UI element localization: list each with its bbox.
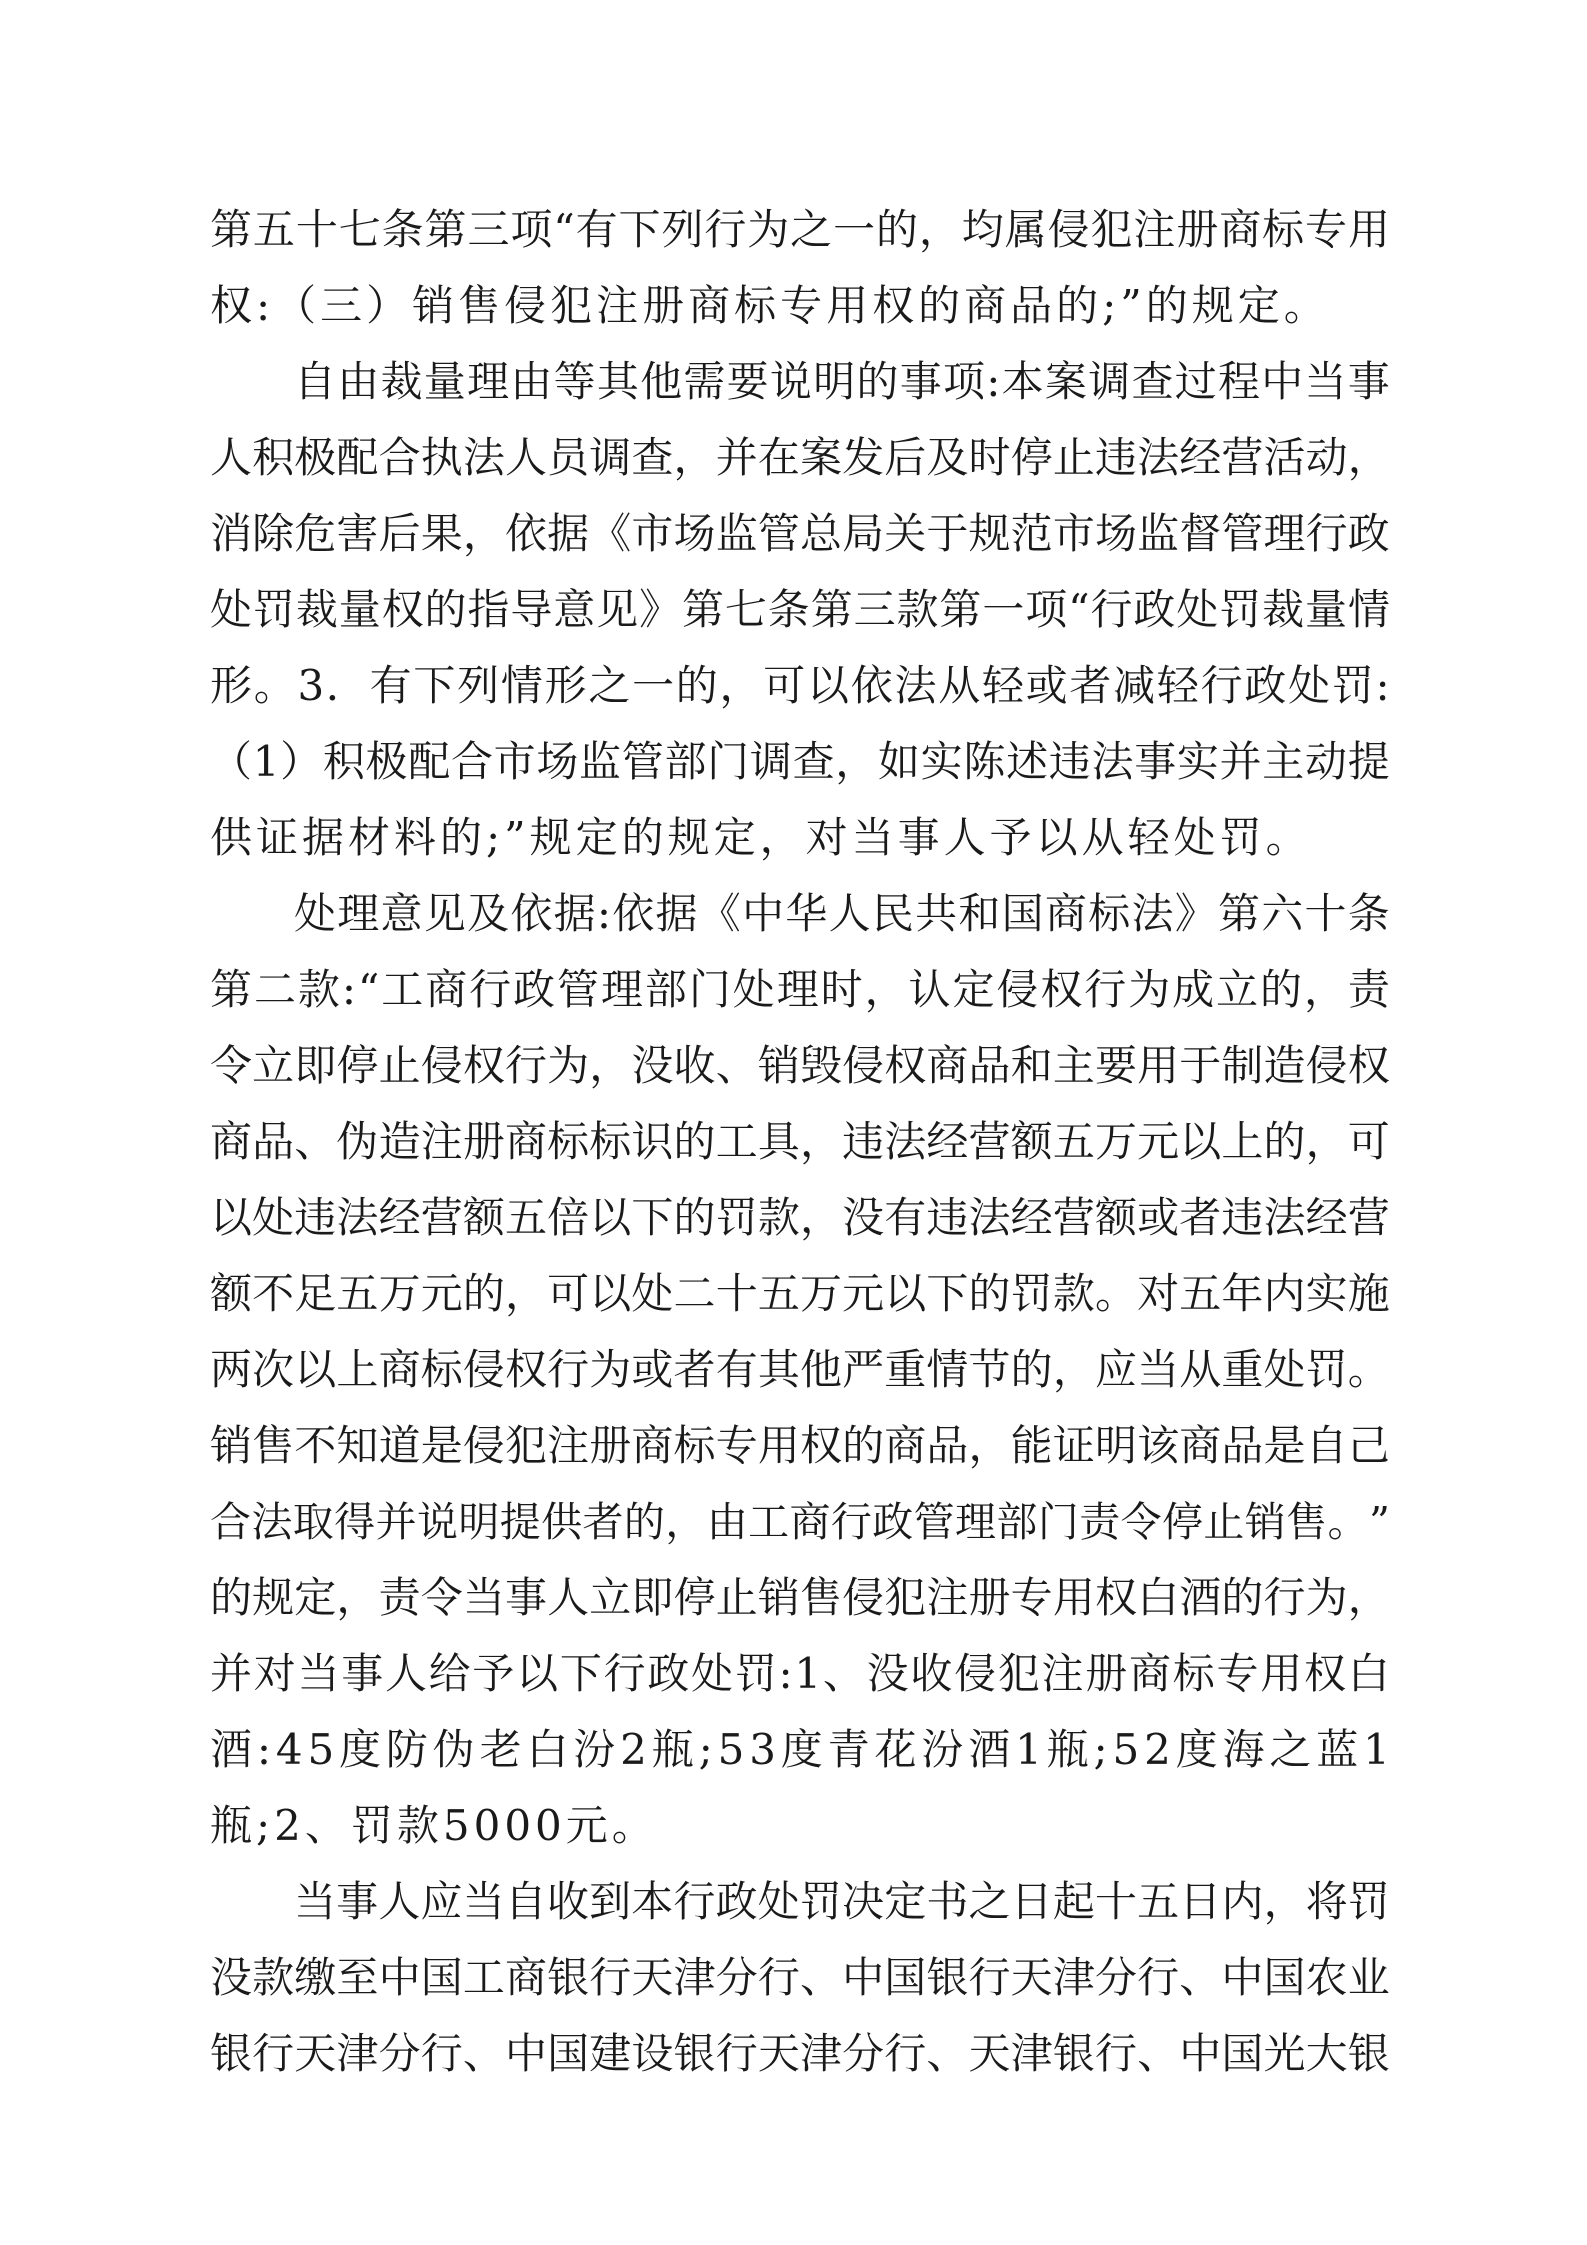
text-line: 商 品 、 伪 造 注 册 商 标 标 识 的 工 具 ， 违 法 经 营 额 五 万 元 以 上 的 ， 可: [210, 1117, 1390, 1166]
text-line: 处 罚 裁 量 权 的 指 导 意 见 》 第 七 条 第 三 款 第 一 项 “ 行 政 处 罚 裁 量 情: [210, 585, 1390, 634]
text-line: 第 五 十 七 条 第 三 项 “ 有 下 列 行 为 之 一 的 ， 均 属 侵 犯 注 册 商 标 专 用: [210, 205, 1390, 254]
text-line: 销 售 不 知 道 是 侵 犯 注 册 商 标 专 用 权 的 商 品 ， 能 证 明 该 商 品 是 自 己: [210, 1421, 1390, 1470]
text-line: 自 由 裁 量 理 由 等 其 他 需 要 说 明 的 事 项 : 本 案 调 查 过 程 中 当 事: [294, 357, 1390, 406]
text-line: 消 除 危 害 后 果 ， 依 据 《 市 场 监 管 总 局 关 于 规 范 市 场 监 督 管 理 行 政: [210, 509, 1390, 558]
text-line: （ 1 ） 积 极 配 合 市 场 监 管 部 门 调 查 ， 如 实 陈 述 违 法 事 实 并 主 动 提: [210, 737, 1390, 786]
text-line: 供证据材料的;”规定的规定，对当事人予以从轻处罚。: [210, 813, 1312, 862]
text-line: 并 对 当 事 人 给 予 以 下 行 政 处 罚 : 1 、 没 收 侵 犯 注 册 商 标 专 用 权 白: [210, 1649, 1390, 1698]
text-line: 人 积 极 配 合 执 法 人 员 调 查 ， 并 在 案 发 后 及 时 停 止 违 法 经 营 活 动 ，: [210, 433, 1390, 482]
text-line: 银 行 天 津 分 行 、 中 国 建 设 银 行 天 津 分 行 、 天 津 银 行 、 中 国 光 大 银: [210, 2029, 1390, 2078]
text-line: 没 款 缴 至 中 国 工 商 银 行 天 津 分 行 、 中 国 银 行 天 津 分 行 、 中 国 农 业: [210, 1953, 1390, 2002]
text-line: 额 不 足 五 万 元 的 ， 可 以 处 二 十 五 万 元 以 下 的 罚 款 。 对 五 年 内 实 施: [210, 1269, 1390, 1318]
text-line: 的 规 定 ， 责 令 当 事 人 立 即 停 止 销 售 侵 犯 注 册 专 用 权 白 酒 的 行 为 ，: [210, 1573, 1390, 1622]
text-line: 第 二 款 : “ 工 商 行 政 管 理 部 门 处 理 时 ， 认 定 侵 权 行 为 成 立 的 ， 责: [210, 965, 1390, 1014]
text-line: 权:（三）销售侵犯注册商标专用权的商品的;”的规定。: [210, 281, 1330, 330]
text-line: 瓶;2、罚款5000元。: [210, 1801, 658, 1850]
text-line: 形 。 3 ． 有 下 列 情 形 之 一 的 ， 可 以 依 法 从 轻 或 者 减 轻 行 政 处 罚 :: [210, 661, 1390, 710]
text-line: 合 法 取 得 并 说 明 提 供 者 的 ， 由 工 商 行 政 管 理 部 门 责 令 停 止 销 售 。 ”: [210, 1498, 1390, 1546]
text-line: 两 次 以 上 商 标 侵 权 行 为 或 者 有 其 他 严 重 情 节 的 ， 应 当 从 重 处 罚 。: [210, 1345, 1390, 1394]
text-line: 当 事 人 应 当 自 收 到 本 行 政 处 罚 决 定 书 之 日 起 十 五 日 内 ， 将 罚: [294, 1877, 1390, 1926]
text-line: 酒 : 4 5 度 防 伪 老 白 汾 2 瓶 ; 5 3 度 青 花 汾 酒 1 瓶 ; 5 2 度 海 之 蓝 1: [210, 1725, 1390, 1774]
text-line: 以 处 违 法 经 营 额 五 倍 以 下 的 罚 款 ， 没 有 违 法 经 营 额 或 者 违 法 经 营: [210, 1193, 1390, 1242]
text-line: 处 理 意 见 及 依 据 : 依 据 《 中 华 人 民 共 和 国 商 标 法 》 第 六 十 条: [294, 889, 1390, 938]
text-line: 令 立 即 停 止 侵 权 行 为 ， 没 收 、 销 毁 侵 权 商 品 和 主 要 用 于 制 造 侵 权: [210, 1041, 1390, 1090]
